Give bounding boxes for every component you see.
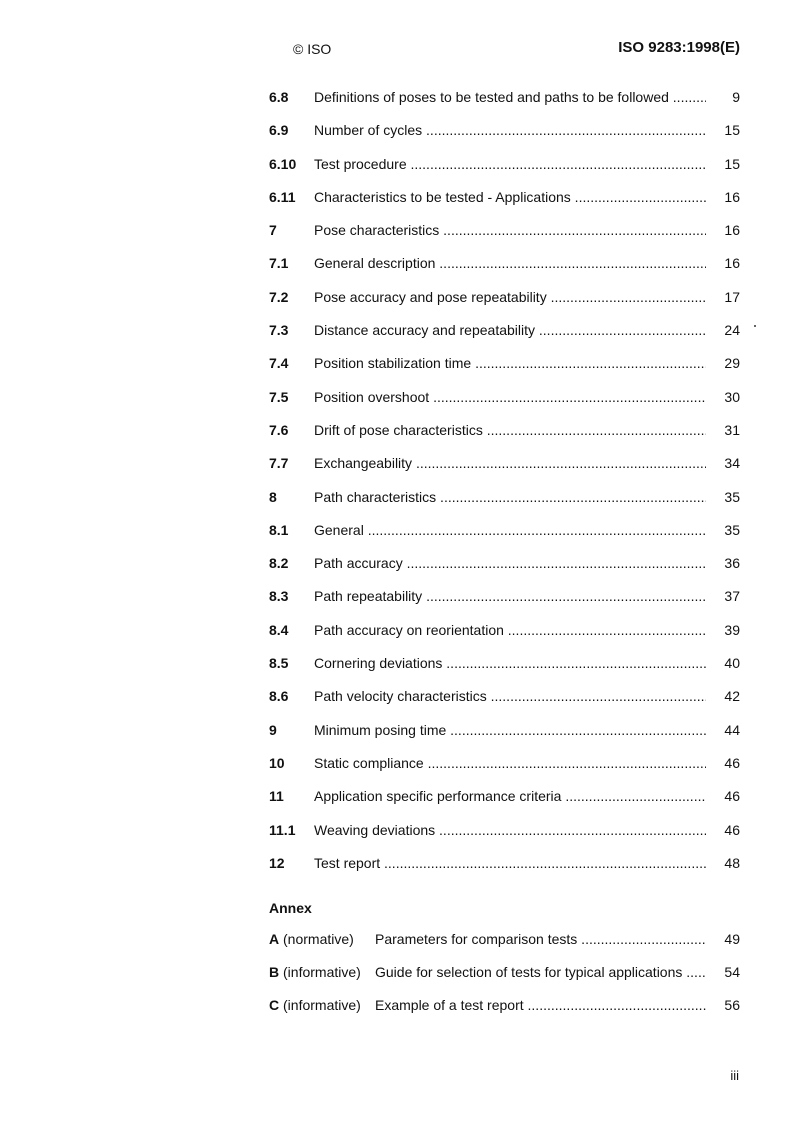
annex-entry-page: 49 (724, 931, 740, 947)
toc-entry-title: Path accuracy on reorientation ..... (314, 622, 706, 638)
toc-entry-number: 6.10 (269, 155, 297, 172)
toc-entry-title: Static compliance ..... (314, 755, 706, 771)
toc-entry-number: 7 (269, 222, 277, 239)
annex-heading: Annex (269, 900, 312, 916)
toc-entry (269, 418, 740, 451)
toc-entry-page: 48 (724, 854, 740, 871)
toc-entry-page: 34 (724, 455, 740, 472)
toc-entry-page: 37 (724, 588, 740, 605)
toc-entry (269, 185, 740, 218)
annex-entry-letter: B (269, 964, 280, 980)
toc-entry-title: Weaving deviations ..... (314, 822, 706, 838)
toc-entry (269, 251, 740, 284)
toc-entry-number: 8.1 (269, 521, 289, 538)
toc-entry-page: 17 (724, 288, 740, 305)
toc-entry-number: 7.6 (269, 421, 289, 438)
annex-entry-label (269, 997, 361, 1013)
toc-entry-page: 16 (724, 188, 740, 205)
header-copyright: © ISO (293, 41, 332, 57)
toc-entry (269, 584, 740, 617)
toc-entry-number: 7.3 (269, 322, 289, 339)
toc-entry (269, 818, 740, 851)
annex-entry (269, 990, 740, 1023)
toc-entry (269, 351, 740, 384)
toc-entry-title: Test procedure ..... (314, 156, 706, 172)
annex-entry-title: Example of a test report ..... (375, 997, 706, 1013)
toc-entry-number: 11 (269, 788, 284, 805)
toc-entry (269, 285, 740, 318)
toc-entry-title: Minimum posing time ..... (314, 722, 706, 738)
toc-entry-number: 10 (269, 754, 285, 771)
annex-list (269, 924, 740, 1023)
toc-entry (269, 551, 740, 584)
annex-entry-title: Parameters for comparison tests ..... (375, 931, 706, 947)
header-document-id: ISO 9283:1998(E) (618, 39, 740, 56)
table-of-contents (269, 85, 740, 884)
toc-entry-number: 7.2 (269, 288, 289, 305)
toc-entry (269, 651, 740, 684)
toc-entry-page: 16 (724, 222, 740, 239)
toc-entry-title: Distance accuracy and repeatability ..... (314, 322, 706, 338)
annex-entry-title: Guide for selection of tests for typical applications ..... (375, 964, 706, 980)
annex-entry-type: (normative) (283, 931, 354, 947)
toc-entry (269, 152, 740, 185)
toc-entry-number: 8.5 (269, 655, 289, 672)
toc-entry (269, 485, 740, 518)
annex-entry (269, 924, 740, 957)
toc-entry-title: Number of cycles ..... (314, 122, 706, 138)
toc-entry-number: 6.9 (269, 122, 289, 139)
toc-entry-number: 8.4 (269, 621, 289, 638)
toc-entry-title: Pose characteristics ..... (314, 222, 706, 238)
toc-entry-number: 7.5 (269, 388, 289, 405)
toc-entry-page: 46 (724, 754, 740, 771)
toc-entry-page: 36 (724, 555, 740, 572)
toc-entry-page: 24 (724, 322, 740, 339)
scan-speck (754, 325, 756, 327)
toc-entry-title: General description ..... (314, 255, 706, 271)
toc-entry (269, 385, 740, 418)
toc-entry-title: Path characteristics ..... (314, 489, 706, 505)
toc-entry-page: 46 (724, 788, 740, 805)
annex-entry-letter: C (269, 997, 280, 1013)
toc-entry-page: 35 (724, 488, 740, 505)
toc-entry (269, 85, 740, 118)
toc-entry-title: Path repeatability ..... (314, 588, 706, 604)
toc-entry-number: 8.3 (269, 588, 289, 605)
toc-entry-title: Definitions of poses to be tested and paths to be followed ..... (314, 89, 706, 105)
toc-entry-page: 42 (724, 688, 740, 705)
toc-entry-page: 40 (724, 655, 740, 672)
annex-entry-page: 56 (724, 997, 740, 1013)
toc-entry-page: 46 (724, 821, 740, 838)
annex-entry-type: (informative) (283, 964, 361, 980)
toc-entry-number: 11.1 (269, 821, 296, 838)
toc-entry-title: General ..... (314, 522, 706, 538)
toc-entry-page: 30 (724, 388, 740, 405)
toc-entry-page: 16 (724, 255, 740, 272)
toc-entry (269, 118, 740, 151)
toc-entry-title: Position stabilization time ..... (314, 355, 706, 371)
toc-entry-number: 8.6 (269, 688, 289, 705)
toc-entry-page: 29 (724, 355, 740, 372)
toc-entry-number: 6.8 (269, 89, 289, 105)
toc-entry-title: Drift of pose characteristics ..... (314, 422, 706, 438)
toc-entry-number: 6.11 (269, 188, 296, 205)
toc-entry-page: 39 (724, 621, 740, 638)
toc-entry-title: Pose accuracy and pose repeatability ..... (314, 289, 706, 305)
toc-entry (269, 218, 740, 251)
toc-entry-page: 35 (724, 521, 740, 538)
toc-entry (269, 684, 740, 717)
toc-entry (269, 618, 740, 651)
toc-entry-title: Path velocity characteristics ..... (314, 688, 706, 704)
toc-entry (269, 318, 740, 351)
toc-entry-title: Characteristics to be tested - Applications ..... (314, 189, 706, 205)
toc-entry-number: 12 (269, 854, 285, 871)
toc-entry-number: 7.7 (269, 455, 289, 472)
toc-entry-title: Position overshoot ..... (314, 389, 706, 405)
toc-entry-number: 8.2 (269, 555, 289, 572)
annex-entry-letter: A (269, 931, 280, 947)
toc-entry-page: 15 (724, 155, 740, 172)
toc-entry-number: 7.4 (269, 355, 289, 372)
toc-entry-page: 9 (732, 89, 740, 105)
annex-entry-page: 54 (724, 964, 740, 980)
annex-entry-type: (informative) (283, 997, 361, 1013)
toc-entry-page: 44 (724, 721, 740, 738)
annex-entry-label (269, 931, 354, 947)
toc-entry-page: 15 (724, 122, 740, 139)
toc-entry (269, 451, 740, 484)
toc-entry (269, 718, 740, 751)
toc-entry-title: Application specific performance criteria ..... (314, 788, 706, 804)
toc-entry (269, 518, 740, 551)
toc-entry-number: 8 (269, 488, 277, 505)
toc-entry (269, 784, 740, 817)
page-number: iii (730, 1068, 739, 1083)
toc-entry-title: Test report ..... (314, 855, 706, 871)
toc-entry (269, 851, 740, 884)
toc-entry-number: 9 (269, 721, 277, 738)
toc-entry-page: 31 (724, 421, 740, 438)
toc-entry-title: Cornering deviations ..... (314, 655, 706, 671)
toc-entry-number: 7.1 (269, 255, 289, 272)
annex-entry (269, 957, 740, 990)
toc-entry-title: Exchangeability ..... (314, 455, 706, 471)
toc-entry (269, 751, 740, 784)
annex-entry-label (269, 964, 361, 980)
toc-entry-title: Path accuracy ..... (314, 555, 706, 571)
